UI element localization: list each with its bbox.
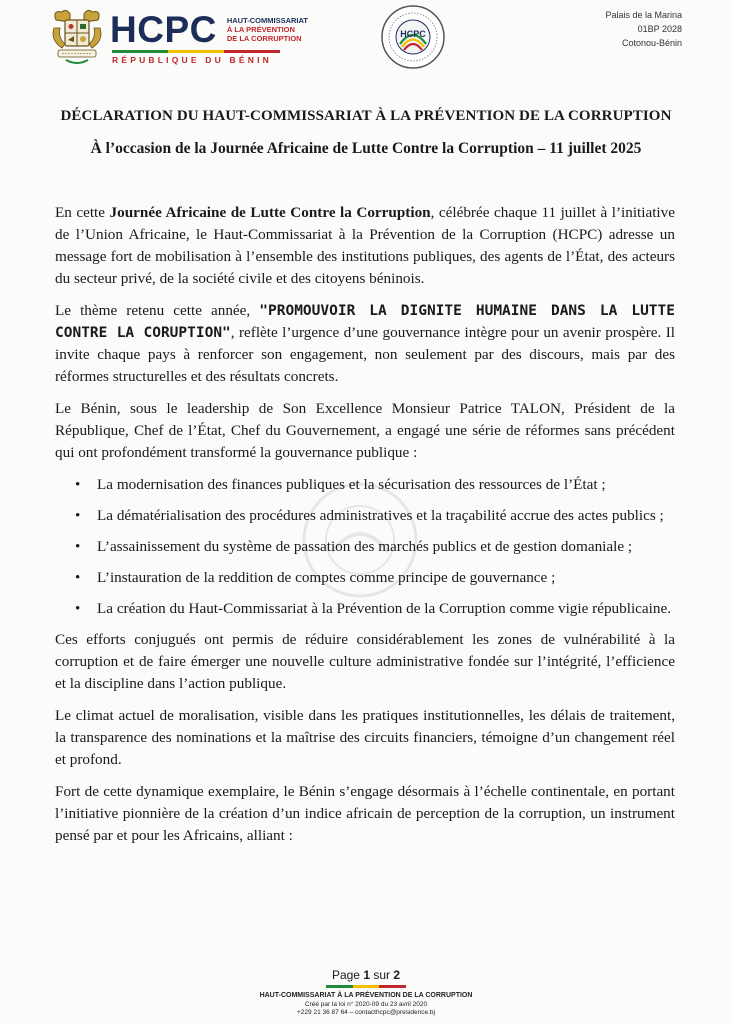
- brand-name: HCPC: [110, 9, 217, 50]
- text-run: Le thème retenu cette année,: [55, 302, 260, 319]
- list-item: [55, 505, 675, 527]
- paragraph-continental: Fort de cette dynamique exemplaire, le Bénin s’engage désormais à l’échelle continentale, en portant l’initiative pionnière de la création d’un indice africain de perception de la corruption, un instrument pensé par et pour les Africains, alliant :: [55, 783, 675, 844]
- paragraph-intro: [55, 202, 675, 290]
- text-run: , reflète l’urgence d’une gouvernance intègre pour un avenir prospère. Il invite chaque pays à renforcer son engagement, non seulement par des discours, mais par des réformes structurelles et des résultats concrets.: [55, 324, 675, 385]
- paragraph-theme: [55, 300, 675, 388]
- brand-subtitle: [227, 16, 308, 43]
- letterhead: [0, 0, 732, 80]
- brand-subtitle-line: À LA PRÉVENTION: [226, 25, 295, 34]
- footer-info: [0, 992, 732, 1018]
- declaration-title: DÉCLARATION DU HAUT-COMMISSARIAT À LA PRÉVENTION DE LA CORRUPTION: [60, 108, 672, 124]
- text-run: , célébrée chaque 11 juillet à l’initiative de l’Union Africaine, le Haut-Commissariat à la Prévention de la Corruption (HCPC) adresse un message fort de mobilisation à l’ensemble des institutions publiques, des agents de l’État, des acteurs du secteur privé, de la société civile et des citoyens béninois.: [55, 204, 675, 287]
- bullet-icon: •: [75, 600, 81, 617]
- list-item-text: La modernisation des finances publiques et la sécurisation des ressources de l’État ;: [97, 476, 606, 493]
- list-item: [55, 567, 675, 589]
- footer-contact: +229 21 36 87 64 – contacthcpc@presidence.bj: [297, 1009, 435, 1016]
- list-item-text: L’instauration de la reddition de comptes comme principe de gouvernance ;: [97, 569, 556, 586]
- seal-text: HCPC: [400, 29, 426, 39]
- reforms-list: [55, 474, 675, 620]
- page-label: Page: [331, 968, 360, 982]
- brand-subtitle-line: DE LA CORRUPTION: [226, 34, 302, 43]
- declaration-body: [55, 202, 675, 857]
- bullet-icon: •: [75, 476, 81, 493]
- page-number: [0, 968, 732, 982]
- bullet-icon: •: [75, 569, 81, 586]
- list-item-text: La dématérialisation des procédures administratives et la traçabilité accrue des actes publics ;: [97, 507, 664, 524]
- footer-flag-stripe: [326, 985, 406, 988]
- footer-org-name: HAUT-COMMISSARIAT À LA PRÉVENTION DE LA CORRUPTION: [259, 992, 473, 999]
- page-total: 2: [393, 968, 401, 982]
- list-item: [55, 536, 675, 558]
- address-line: Cotonou-Bénin: [621, 38, 682, 48]
- theme-statement: "PROMOUVOIR LA DIGNITE HUMAINE DANS LA LUTTE CONTRE LA CORUPTION": [55, 303, 676, 341]
- bullet-icon: •: [75, 538, 81, 555]
- coat-of-arms-icon: [48, 6, 106, 68]
- list-item: [55, 598, 675, 620]
- declaration-subtitle: À l’occasion de la Journée Africaine de Lutte Contre la Corruption – 11 juillet 2025: [90, 140, 642, 157]
- footer-law: Créé par la loi n° 2020-09 du 23 avril 2020: [304, 1000, 428, 1008]
- paragraph-reforms-intro: Le Bénin, sous le leadership de Son Excellence Monsieur Patrice TALON, Président de la République, Chef de l’État, Chef du Gouvernement, a engagé une série de réformes sans précédent qui ont profondément transformé la gouvernance publique :: [55, 400, 675, 461]
- bullet-icon: •: [75, 507, 81, 524]
- flag-stripe: [112, 50, 280, 53]
- paragraph-results: Ces efforts conjugués ont permis de réduire considérablement les zones de vulnérabilité à la corruption et de faire émerger une nouvelle culture administrative fondée sur l’intégrité, l’efficience et la discipline dans l’action publique.: [55, 631, 675, 692]
- page-current: 1: [363, 968, 370, 982]
- brand-block: [110, 10, 308, 50]
- republic-label: RÉPUBLIQUE DU BÉNIN: [112, 55, 272, 65]
- address-block: [605, 8, 682, 50]
- page-separator: sur: [373, 968, 391, 982]
- address-line: 01BP 2028: [637, 24, 682, 34]
- list-item-text: La création du Haut-Commissariat à la Prévention de la Corruption comme vigie républicaine.: [97, 600, 671, 617]
- brand-subtitle-line: HAUT-COMMISSARIAT: [226, 16, 308, 25]
- hcpc-seal-icon: [380, 4, 446, 70]
- list-item-text: L’assainissement du système de passation des marchés publics et de gestion domaniale ;: [97, 538, 633, 555]
- paragraph-climate: Le climat actuel de moralisation, visible dans les pratiques institutionnelles, les délais de traitement, la transparence des nominations et la maîtrise des circuits financiers, témoigne d’un changement réel et profond.: [55, 707, 675, 768]
- text-run: En cette: [55, 204, 110, 221]
- bold-event-name: Journée Africaine de Lutte Contre la Corruption: [109, 204, 431, 221]
- list-item: [55, 474, 675, 496]
- address-line: Palais de la Marina: [605, 10, 682, 20]
